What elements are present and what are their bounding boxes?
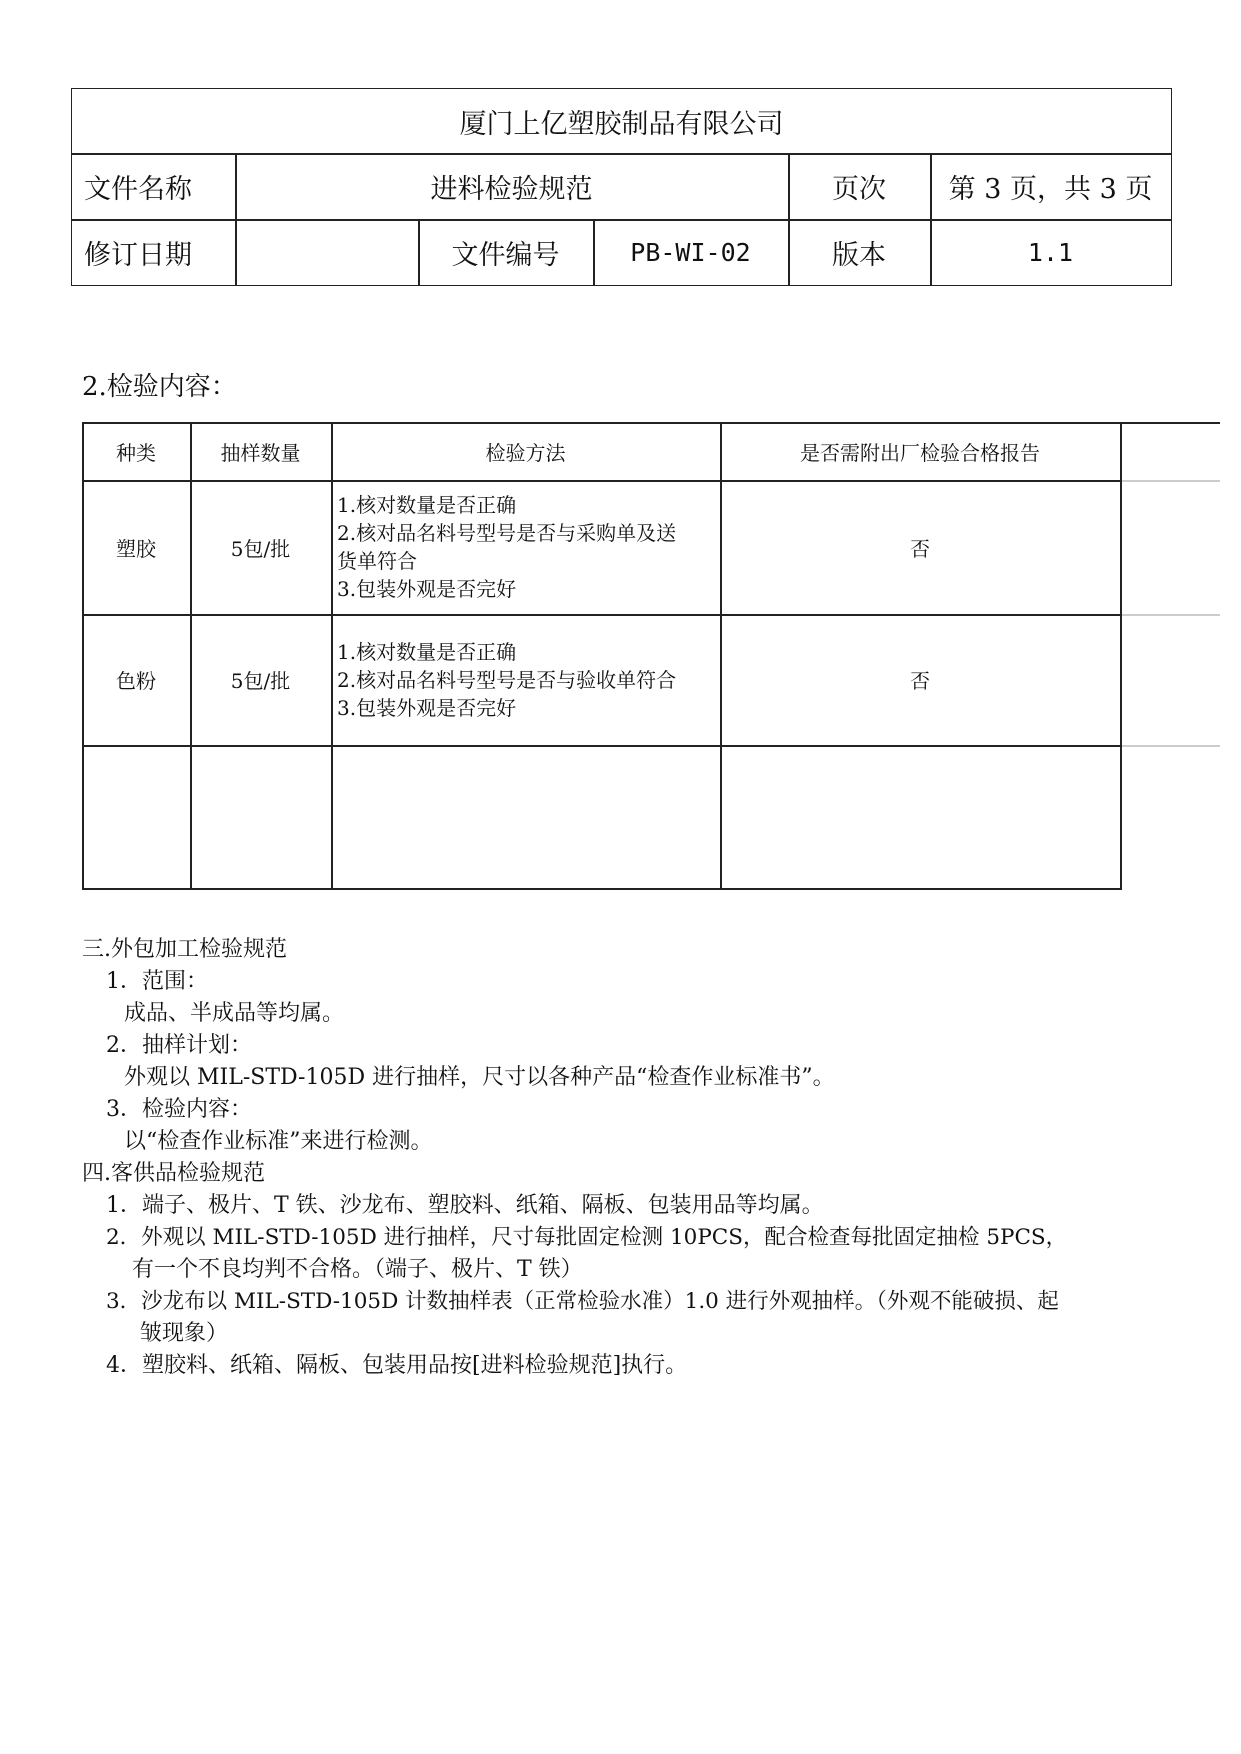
col-header-extra xyxy=(1120,422,1220,480)
method-line: 2.核对品名料号型号是否与验收单符合 xyxy=(337,667,677,692)
col-header-category: 种类 xyxy=(116,440,156,465)
section-4-item: 2．外观以 MIL-STD-105D 进行抽样，尺寸每批固定检测 10PCS，配合检查每批固定抽检 5PCS， xyxy=(106,1225,1068,1250)
file-name-value: 进料检验规范 xyxy=(430,173,593,205)
section-3-item-text: 外观以 MIL-STD-105D 进行抽样，尺寸以各种产品“检查作业标准书”。 xyxy=(124,1065,835,1090)
section-4-item: 3．沙龙布以 MIL-STD-105D 计数抽样表（正常检验水准）1.0 进行外观抽样。（外观不能破损、起 xyxy=(106,1289,1059,1314)
table-cell-category: 塑胶 xyxy=(116,536,156,561)
table-cell-method xyxy=(331,614,720,745)
inspection-table xyxy=(82,422,1220,890)
section-3-item-text: 以“检查作业标准”来进行检测。 xyxy=(124,1129,433,1154)
table-cell-method xyxy=(331,480,720,614)
table-cell-report: 否 xyxy=(910,669,930,693)
section-3-title: 三.外包加工检验规范 xyxy=(82,937,287,962)
method-line: 3.包装外观是否完好 xyxy=(337,695,517,720)
version-value: 1.1 xyxy=(1027,237,1074,267)
page-value: 第 3 页，共 3 页 xyxy=(948,173,1153,205)
section-3-item-heading: 2．抽样计划： xyxy=(106,1033,252,1058)
table-row-divider xyxy=(82,745,1121,747)
file-no-value: PB-WI-02 xyxy=(630,237,751,267)
table-cell-quantity: 5包/批 xyxy=(230,536,291,561)
section-4-title: 四.客供品检验规范 xyxy=(82,1161,265,1186)
section-4-item: 4．塑胶料、纸箱、隔板、包装用品按[进料检验规范]执行。 xyxy=(106,1353,688,1378)
section-3-item-heading: 1．范围： xyxy=(106,969,208,994)
method-line: 2.核对品名料号型号是否与采购单及送 xyxy=(337,521,677,545)
file-name-label: 文件名称 xyxy=(84,173,192,205)
method-line: 货单符合 xyxy=(337,549,417,573)
method-line: 1.核对数量是否正确 xyxy=(337,493,517,517)
company-name: 厦门上亿塑胶制品有限公司 xyxy=(459,108,784,140)
table-col-divider xyxy=(1120,422,1122,890)
table-row-divider-light xyxy=(1121,614,1220,616)
table-row-divider-light xyxy=(1121,480,1220,482)
table-cell-quantity: 5包/批 xyxy=(230,669,291,693)
page-label: 页次 xyxy=(832,173,886,205)
col-header-method: 检验方法 xyxy=(485,440,566,465)
section-3-item-text: 成品、半成品等均属。 xyxy=(124,1001,345,1026)
method-line: 3.包装外观是否完好 xyxy=(337,577,517,601)
table-cell-category: 色粉 xyxy=(116,669,156,693)
version-label: 版本 xyxy=(832,239,886,271)
section-4-item-continuation: 有一个不良均判不合格。（端子、极片、T 铁） xyxy=(132,1257,583,1282)
table-cell-report: 否 xyxy=(910,536,930,561)
section-4-item: 1．端子、极片、T 铁、沙龙布、塑胶料、纸箱、隔板、包装用品等均属。 xyxy=(106,1193,824,1218)
table-row-divider-light xyxy=(1121,745,1220,747)
col-header-quantity: 抽样数量 xyxy=(220,440,301,465)
section-2-title: 2.检验内容： xyxy=(82,372,237,402)
revision-date-value xyxy=(235,219,418,285)
table-border xyxy=(82,888,1121,890)
method-line: 1.核对数量是否正确 xyxy=(337,639,517,664)
section-3-item-heading: 3．检验内容： xyxy=(106,1097,252,1122)
file-no-label: 文件编号 xyxy=(451,239,560,271)
col-header-report: 是否需附出厂检验合格报告 xyxy=(800,440,1040,465)
document-header-table xyxy=(71,88,1172,286)
section-4-item-continuation: 皱现象） xyxy=(140,1321,229,1346)
revision-date-label: 修订日期 xyxy=(84,239,192,271)
